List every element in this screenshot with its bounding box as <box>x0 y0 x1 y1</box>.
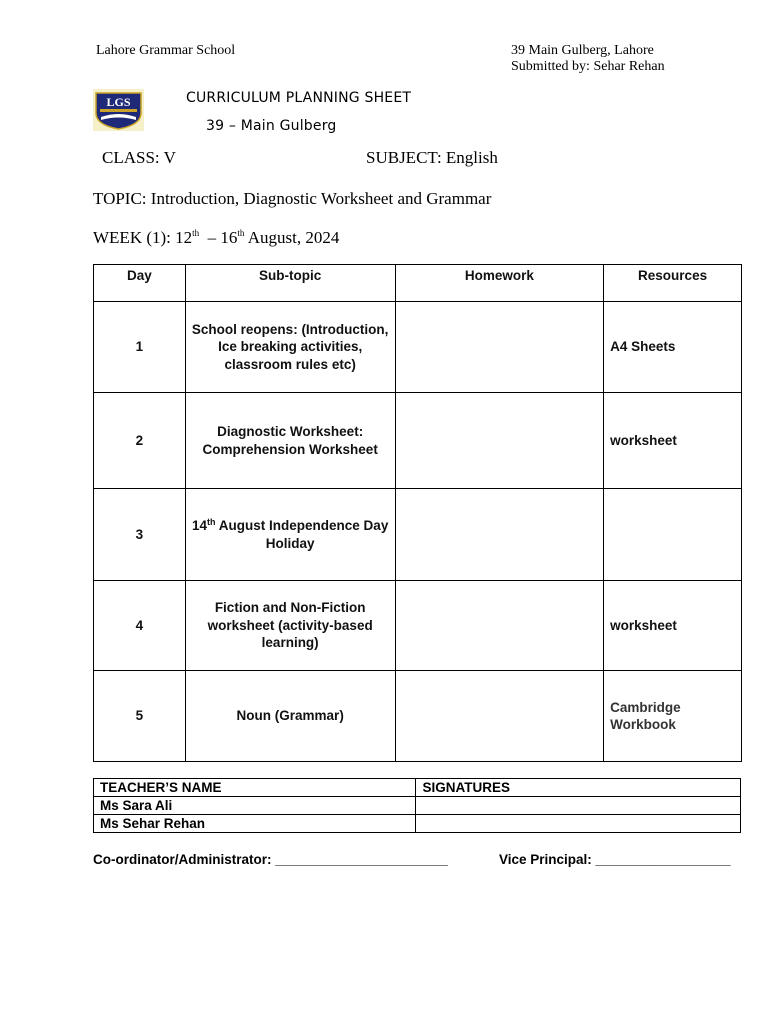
day-cell: 4 <box>94 581 186 671</box>
subtopic-date-suffix: th <box>207 517 216 527</box>
subtopic-cell: School reopens: (Introduction, Ice breaking activities, classroom rules etc) <box>185 302 395 393</box>
week-start-suffix: th <box>192 228 200 238</box>
signature-cell <box>416 815 741 833</box>
teacher-name-cell: Ms Sara Ali <box>94 797 416 815</box>
homework-cell <box>395 671 604 762</box>
vice-principal-signature-line: Vice Principal: __________________ <box>499 852 731 867</box>
subtopic-cell <box>185 489 395 581</box>
header-day: Day <box>94 265 186 302</box>
header-subtopic: Sub-topic <box>185 265 395 302</box>
topic-label: TOPIC: Introduction, Diagnostic Worksheet and Grammar <box>93 189 492 208</box>
resources-cell: worksheet <box>604 393 742 489</box>
week-end-suffix: th <box>237 228 245 238</box>
resources-line-1: Cambridge <box>610 699 681 715</box>
subtopic-cell: Diagnostic Worksheet: Comprehension Worksheet <box>185 393 395 489</box>
homework-cell <box>395 489 604 581</box>
resources-cell: worksheet <box>604 581 742 671</box>
day-cell: 1 <box>94 302 186 393</box>
plan-header-row <box>94 265 742 302</box>
week-suffix: August, 2024 <box>244 228 340 247</box>
resources-cell: A4 Sheets <box>604 302 742 393</box>
day-cell: 5 <box>94 671 186 762</box>
table-row <box>94 581 742 671</box>
homework-cell <box>395 393 604 489</box>
sheet-title: CURRICULUM PLANNING SHEET <box>186 90 412 106</box>
table-row <box>94 671 742 762</box>
submitted-by: Submitted by: Sehar Rehan <box>511 59 665 74</box>
header-teacher-name: TEACHER’S NAME <box>94 779 416 797</box>
week-prefix: WEEK (1): 12 <box>93 228 193 247</box>
table-row <box>94 797 741 815</box>
table-row <box>94 302 742 393</box>
table-row <box>94 393 742 489</box>
table-row <box>94 489 742 581</box>
day-cell: 3 <box>94 489 186 581</box>
logo-text: LGS <box>106 95 131 109</box>
subtopic-date: 14 <box>192 518 208 533</box>
header-signatures: SIGNATURES <box>416 779 741 797</box>
signature-cell <box>416 797 741 815</box>
day-cell: 2 <box>94 393 186 489</box>
table-row <box>94 815 741 833</box>
homework-cell <box>395 302 604 393</box>
subtopic-rest: August Independence Day Holiday <box>215 518 389 551</box>
homework-cell <box>395 581 604 671</box>
subtopic-cell: Noun (Grammar) <box>185 671 395 762</box>
week-mid: – 16 <box>207 228 238 247</box>
class-label: CLASS: V <box>102 148 176 167</box>
coordinator-signature-line: Co-ordinator/Administrator: _______________________ <box>93 852 448 867</box>
school-name: Lahore Grammar School <box>96 43 236 58</box>
teacher-name-cell: Ms Sehar Rehan <box>94 815 416 833</box>
school-address: 39 Main Gulberg, Lahore <box>511 43 654 58</box>
plan-table <box>93 264 742 762</box>
resources-line-2: Workbook <box>610 717 676 732</box>
subtopic-cell: Fiction and Non-Fiction worksheet (activity-based learning) <box>185 581 395 671</box>
header-resources: Resources <box>604 265 742 302</box>
week-label <box>93 228 339 248</box>
resources-cell <box>604 671 742 762</box>
school-logo <box>93 89 144 131</box>
signature-table <box>93 778 741 833</box>
signature-header-row <box>94 779 741 797</box>
sheet-subtitle: 39 – Main Gulberg <box>206 118 337 134</box>
resources-cell <box>604 489 742 581</box>
subject-label: SUBJECT: English <box>366 148 498 167</box>
address-block <box>511 43 665 75</box>
header-homework: Homework <box>395 265 604 302</box>
